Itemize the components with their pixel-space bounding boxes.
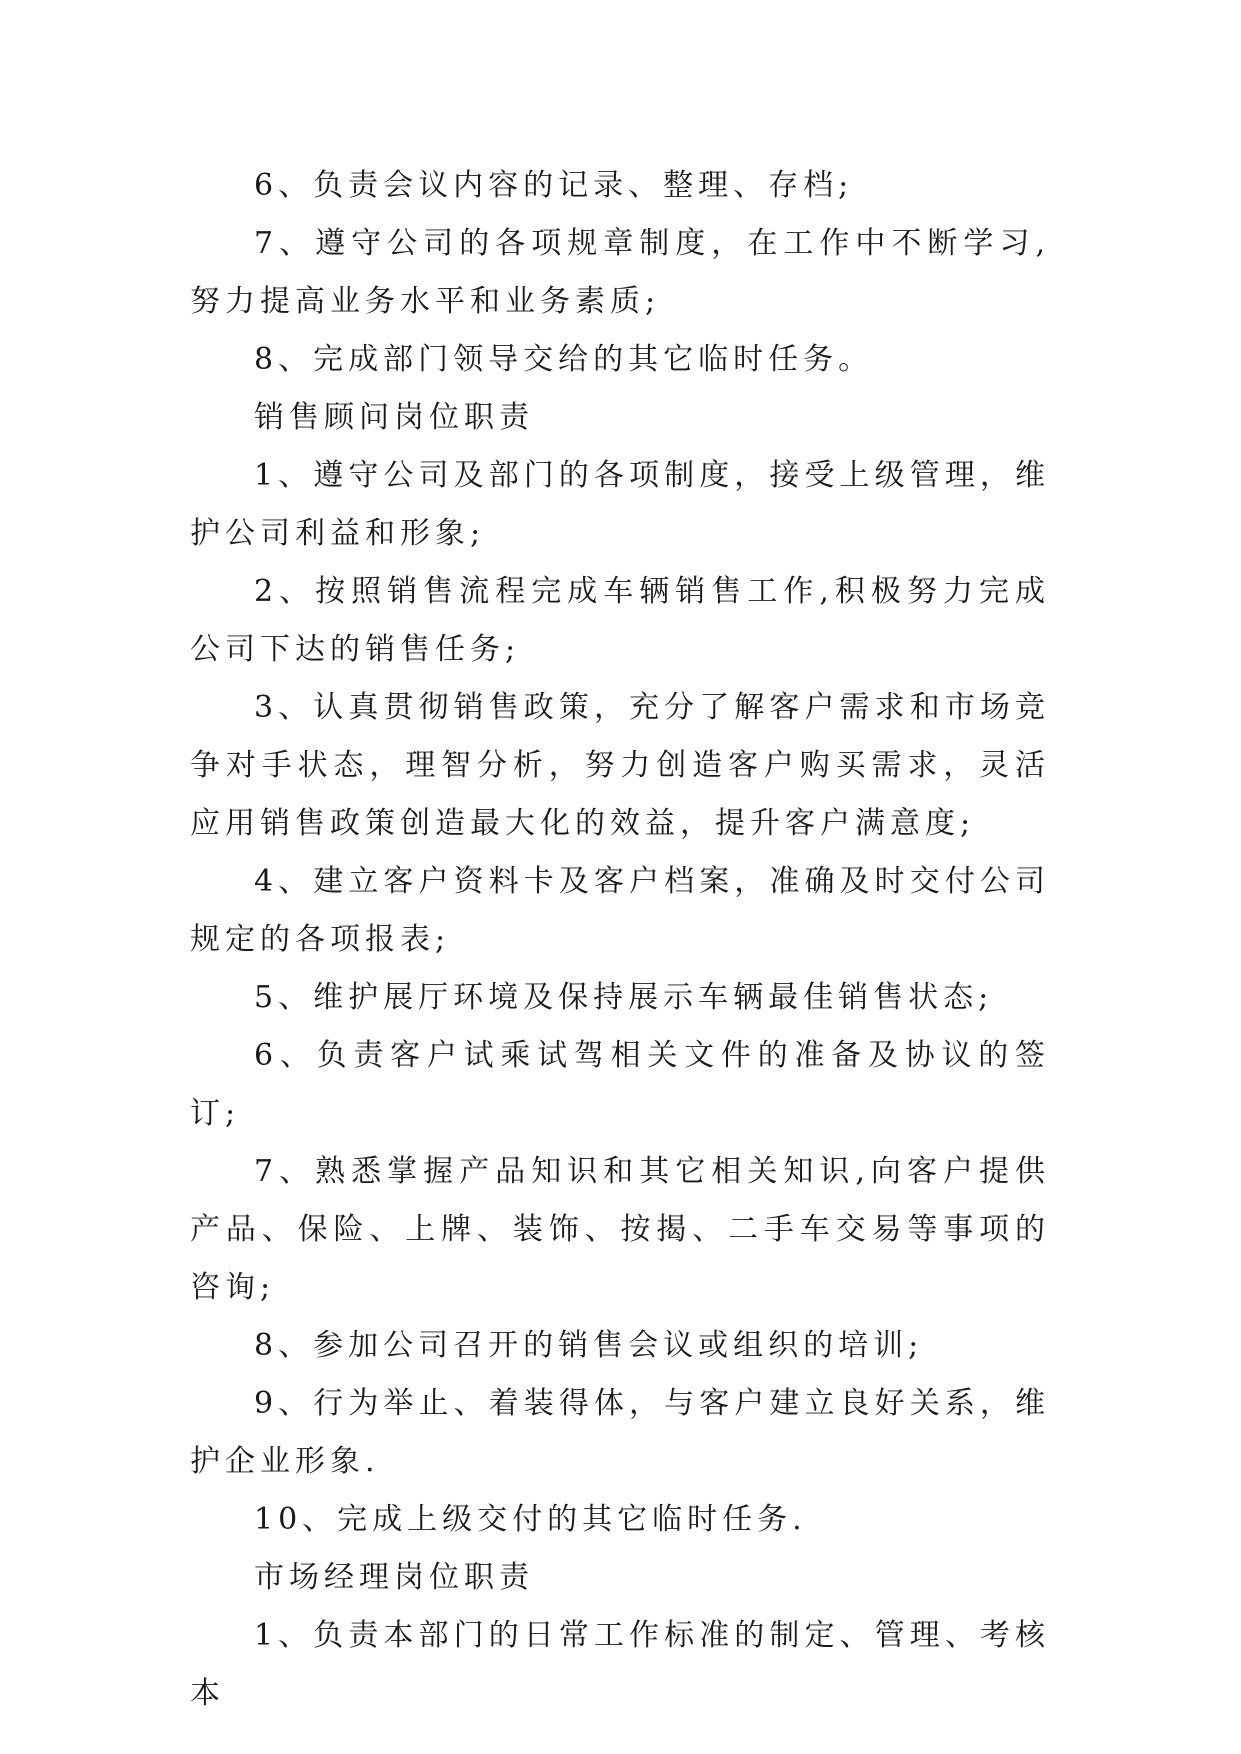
paragraph-sales-6: 6、负责客户试乘试驾相关文件的准备及协议的签订;	[190, 1038, 1050, 1131]
paragraph-marketing-1: 1、负责本部门的日常工作标准的制定、管理、考核本	[190, 1618, 1050, 1711]
document-body	[190, 157, 1050, 1723]
paragraph-comply-rules: 7、遵守公司的各项规章制度，在工作中不断学习,努力提高业务水平和业务素质;	[190, 226, 1050, 319]
paragraph-sales-2: 2、按照销售流程完成车辆销售工作,积极努力完成公司下达的销售任务;	[190, 574, 1050, 667]
heading-marketing-manager: 市场经理岗位职责	[254, 1560, 534, 1595]
heading-sales-consultant: 销售顾问岗位职责	[254, 400, 534, 435]
paragraph-meeting-records: 6、负责会议内容的记录、整理、存档;	[254, 168, 854, 203]
paragraph-sales-8: 8、参加公司召开的销售会议或组织的培训;	[254, 1328, 924, 1363]
paragraph-sales-5: 5、维护展厅环境及保持展示车辆最佳销售状态;	[254, 980, 994, 1015]
paragraph-sales-7: 7、熟悉掌握产品知识和其它相关知识,向客户提供产品、保险、上牌、装饰、按揭、二手车交易等事项的咨询;	[190, 1154, 1050, 1305]
paragraph-sales-9: 9、行为举止、着装得体，与客户建立良好关系，维护企业形象.	[190, 1386, 1050, 1479]
paragraph-temporary-tasks: 8、完成部门领导交给的其它临时任务。	[254, 342, 874, 377]
paragraph-sales-4: 4、建立客户资料卡及客户档案，准确及时交付公司规定的各项报表;	[190, 864, 1050, 957]
paragraph-sales-10: 10、完成上级交付的其它临时任务.	[254, 1502, 807, 1537]
paragraph-sales-3: 3、认真贯彻销售政策，充分了解客户需求和市场竞争对手状态，理智分析，努力创造客户购买需求，灵活应用销售政策创造最大化的效益，提升客户满意度;	[190, 690, 1050, 841]
paragraph-sales-1: 1、遵守公司及部门的各项制度，接受上级管理，维护公司利益和形象;	[190, 458, 1050, 551]
